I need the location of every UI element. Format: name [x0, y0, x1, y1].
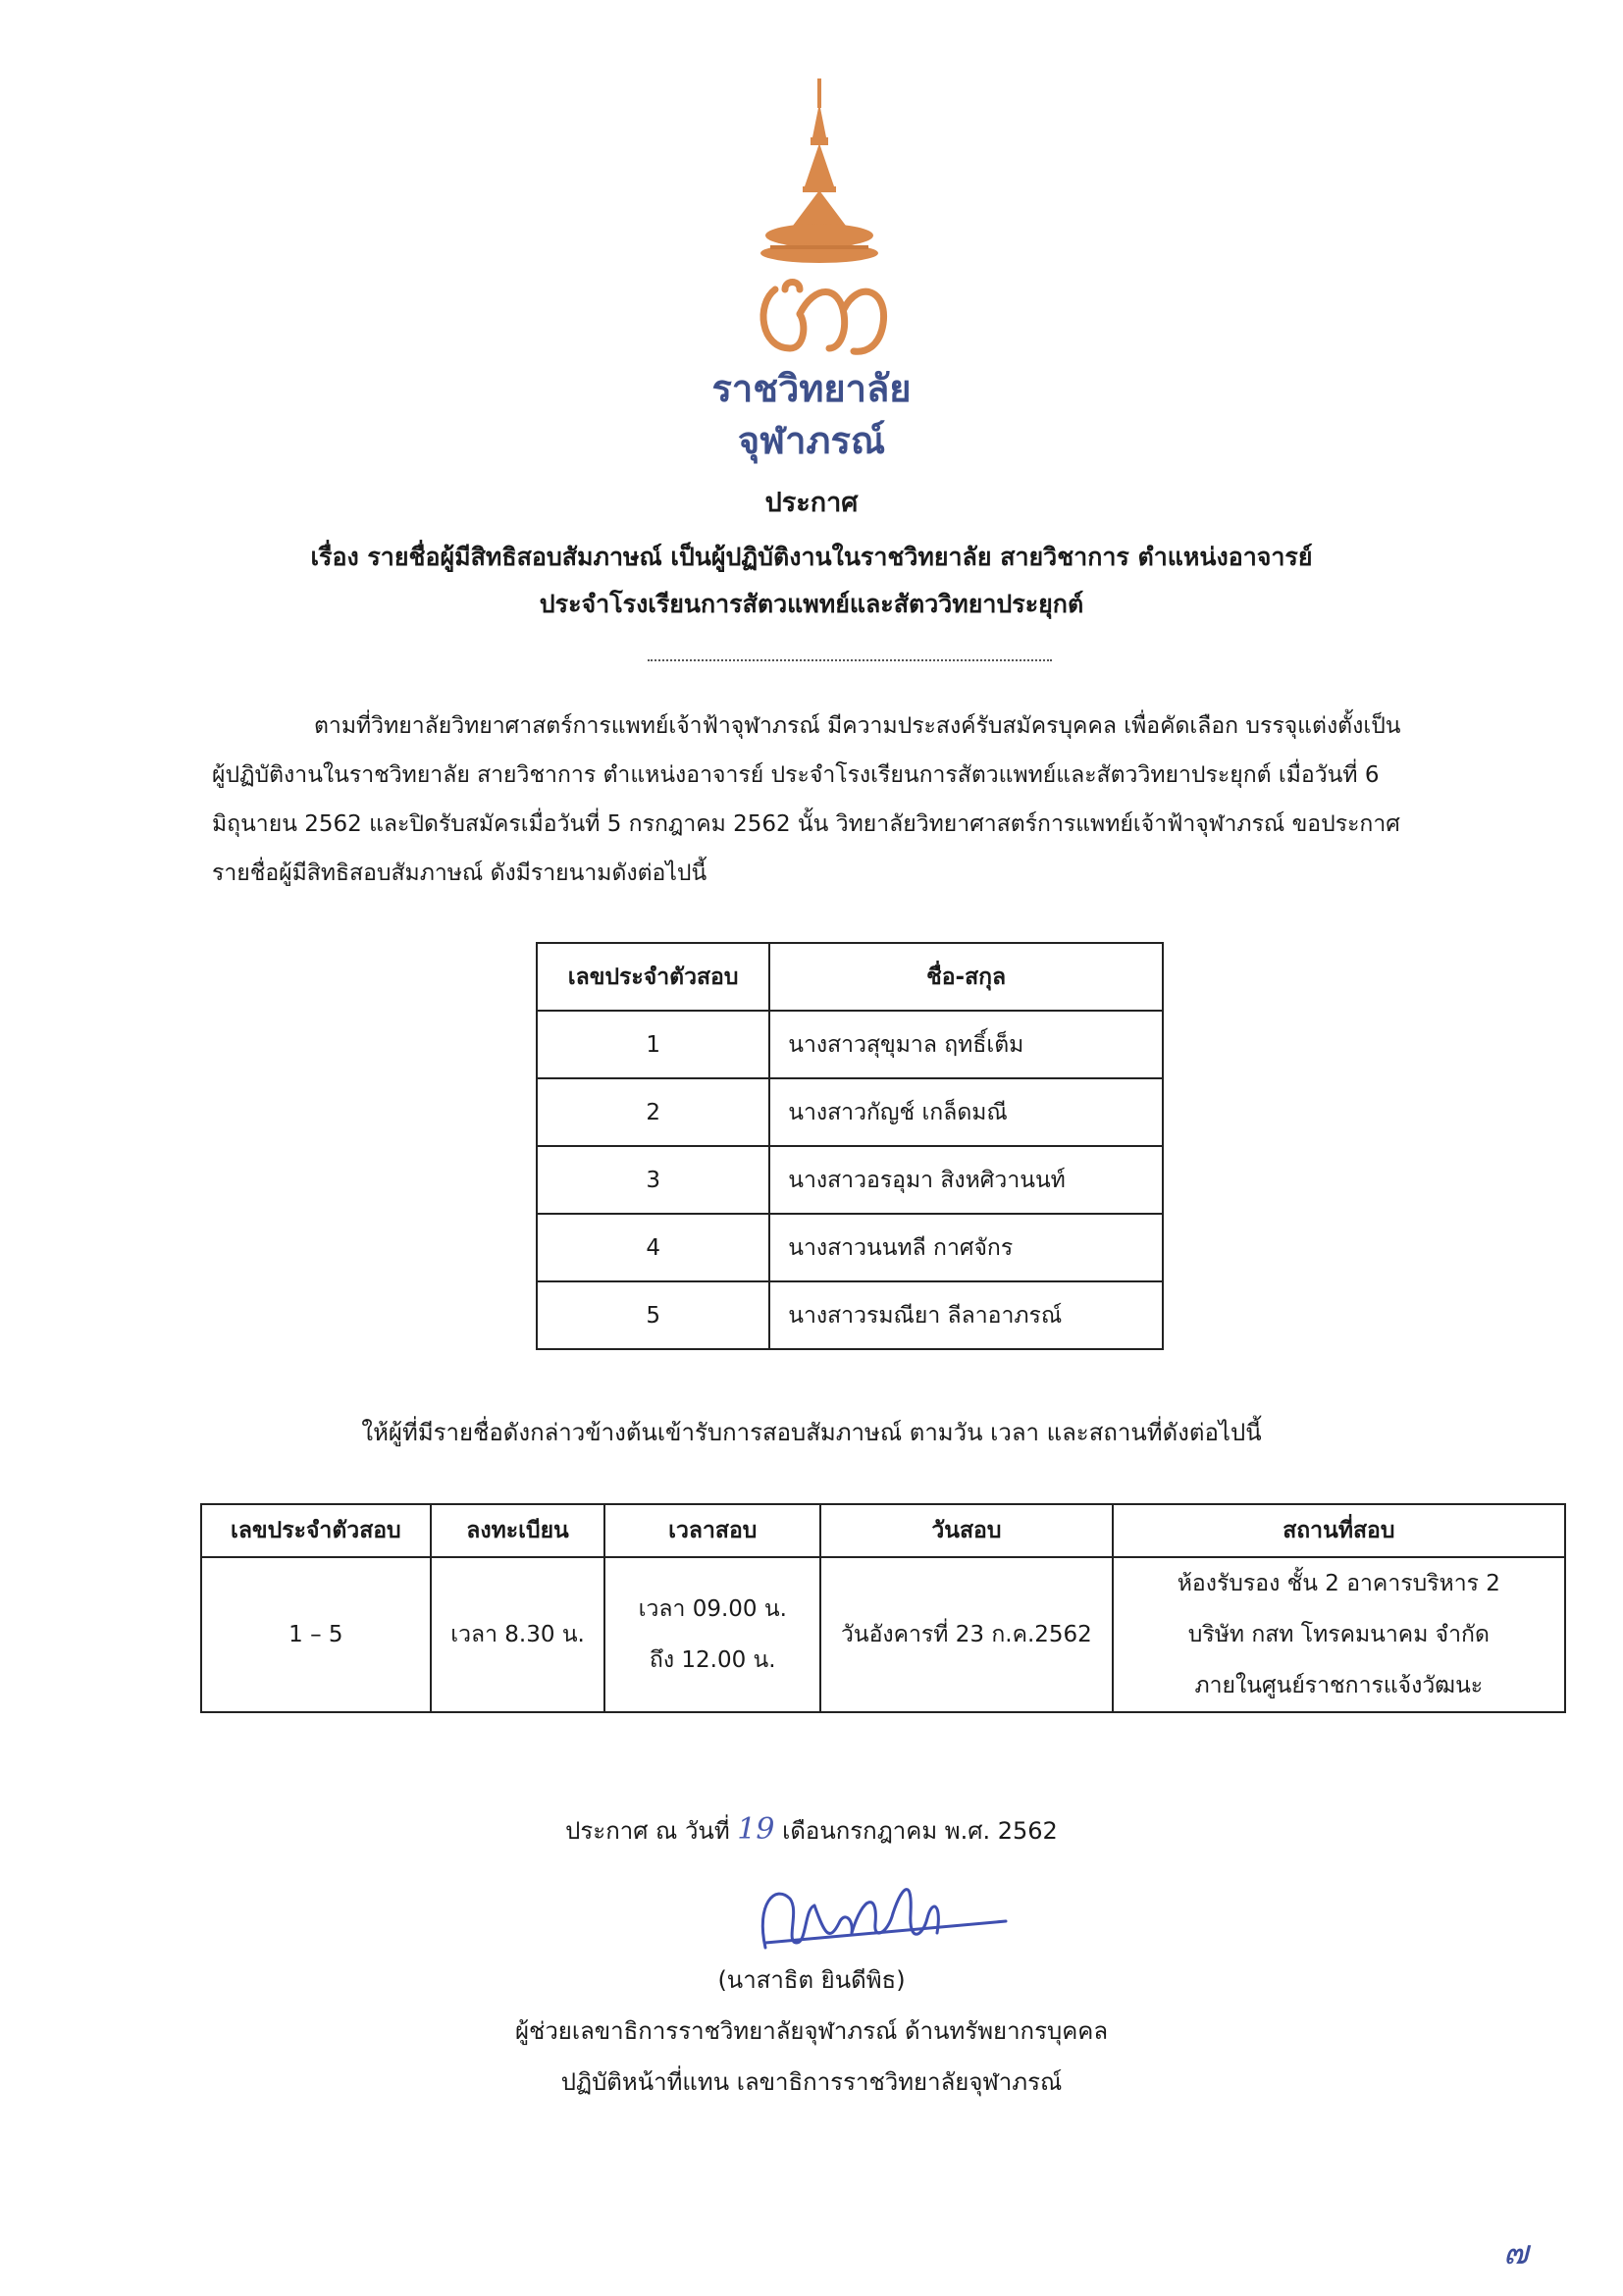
table-header-row — [537, 943, 1163, 1011]
header-exam-place: สถานที่สอบ — [1113, 1504, 1565, 1557]
body-paragraph-line1: ตามที่วิทยาลัยวิทยาศาสตร์การแพทย์เจ้าฟ้าจุฬาภรณ์ มีความประสงค์รับสมัครบุคคล เพื่อคัดเลือก บรรจุแต่งตั้งเป็น — [314, 713, 1401, 739]
signature — [746, 1864, 1021, 1972]
table-row — [537, 1281, 1163, 1349]
candidates-table — [536, 942, 1164, 1350]
header-exam-date: วันสอบ — [820, 1504, 1113, 1557]
cell-name: นางสาวอรอุมา สิงหศิวานนท์ — [769, 1146, 1163, 1214]
cell-exam-id: 5 — [537, 1281, 769, 1349]
body-paragraph-line2: ผู้ปฏิบัติงานในราชวิทยาลัย สายวิชาการ ตำแหน่งอาจารย์ ประจำโรงเรียนการสัตวแพทย์และสัตววิทยาประยุกต์ เมื่อวันที่ 6 — [212, 762, 1380, 788]
header-register: ลงทะเบียน — [431, 1504, 605, 1557]
announcement-date — [0, 1811, 1623, 1850]
cell-exam-date: วันอังคารที่ 23 ก.ค.2562 — [820, 1557, 1113, 1712]
announcement-heading: ประกาศ — [764, 488, 859, 518]
cell-exam-id: 2 — [537, 1078, 769, 1146]
subject-line2: ประจำโรงเรียนการสัตวแพทย์และสัตววิทยาประยุกต์ — [539, 590, 1084, 618]
header-name: ชื่อ-สกุล — [769, 943, 1163, 1011]
table-row — [537, 1146, 1163, 1214]
body-paragraph-line3: มิถุนายน 2562 และปิดรับสมัครเมื่อวันที่ 5 กรกฎาคม 2562 นั้น วิทยาลัยวิทยาศาสตร์การแพทย์เจ้าฟ้าจุฬาภรณ์ ขอประกาศ — [212, 811, 1400, 837]
body-paragraph-line4: รายชื่อผู้มีสิทธิสอบสัมภาษณ์ ดังมีรายนามดังต่อไปนี้ — [212, 861, 707, 886]
cell-name: นางสาวนนทลี กาศจักร — [769, 1214, 1163, 1281]
cell-exam-place — [1113, 1557, 1565, 1712]
cell-name: นางสาวกัญช์ เกล็ดมณี — [769, 1078, 1163, 1146]
header-exam-id: เลขประจำตัวสอบ — [201, 1504, 431, 1557]
signer-name: (นาสาธิต ยินดีพิธ) — [717, 1966, 906, 1994]
date-suffix: เดือนกรกฎาคม พ.ศ. 2562 — [782, 1817, 1058, 1845]
chulabhorn-royal-academy-logo — [746, 78, 893, 363]
place-line2: บริษัท กสท โทรคมนาคม จำกัด — [1187, 1622, 1490, 1647]
cell-exam-id: 1 — [537, 1011, 769, 1078]
cell-name: นางสาวสุขุมาล ฤทธิ์เต็ม — [769, 1011, 1163, 1078]
cell-exam-ids: 1 – 5 — [201, 1557, 431, 1712]
dotted-divider — [648, 659, 1052, 661]
date-day-handwritten: 19 — [737, 1812, 775, 1847]
cell-exam-id: 4 — [537, 1214, 769, 1281]
org-name-line2: จุฬาภรณ์ — [737, 419, 886, 462]
schedule-table — [200, 1503, 1566, 1713]
table-row — [201, 1557, 1565, 1712]
signer-position-line2: ปฏิบัติหน้าที่แทน เลขาธิการราชวิทยาลัยจุฬาภรณ์ — [560, 2068, 1063, 2096]
date-prefix: ประกาศ ณ วันที่ — [565, 1817, 730, 1845]
schedule-intro: ให้ผู้ที่มีรายชื่อดังกล่าวข้างต้นเข้ารับการสอบสัมภาษณ์ ตามวัน เวลา และสถานที่ดังต่อไปนี้ — [361, 1419, 1262, 1446]
cell-exam-time — [604, 1557, 820, 1712]
cell-exam-id: 3 — [537, 1146, 769, 1214]
table-row — [537, 1078, 1163, 1146]
handwritten-corner-mark: ๗ — [1503, 2233, 1529, 2272]
table-header-row — [201, 1504, 1565, 1557]
signer-position-line1: ผู้ช่วยเลขาธิการราชวิทยาลัยจุฬาภรณ์ ด้านทรัพยากรบุคคล — [514, 2017, 1109, 2045]
subject-line1: เรื่อง รายชื่อผู้มีสิทธิสอบสัมภาษณ์ เป็นผู้ปฏิบัติงานในราชวิทยาลัย สายวิชาการ ตำแหน่งอาจารย์ — [310, 543, 1313, 571]
table-row — [537, 1011, 1163, 1078]
exam-time-end: ถึง 12.00 น. — [649, 1647, 776, 1673]
exam-time-start: เวลา 09.00 น. — [638, 1596, 787, 1622]
cell-register-time: เวลา 8.30 น. — [431, 1557, 605, 1712]
header-exam-id: เลขประจำตัวสอบ — [537, 943, 769, 1011]
table-row — [537, 1214, 1163, 1281]
place-line3: ภายในศูนย์ราชการแจ้งวัฒนะ — [1194, 1673, 1484, 1698]
header-exam-time: เวลาสอบ — [604, 1504, 820, 1557]
org-name-line1: ราชวิทยาลัย — [711, 367, 912, 410]
cell-name: นางสาวรมณียา ลีลาอาภรณ์ — [769, 1281, 1163, 1349]
place-line1: ห้องรับรอง ชั้น 2 อาคารบริหาร 2 — [1177, 1571, 1500, 1596]
